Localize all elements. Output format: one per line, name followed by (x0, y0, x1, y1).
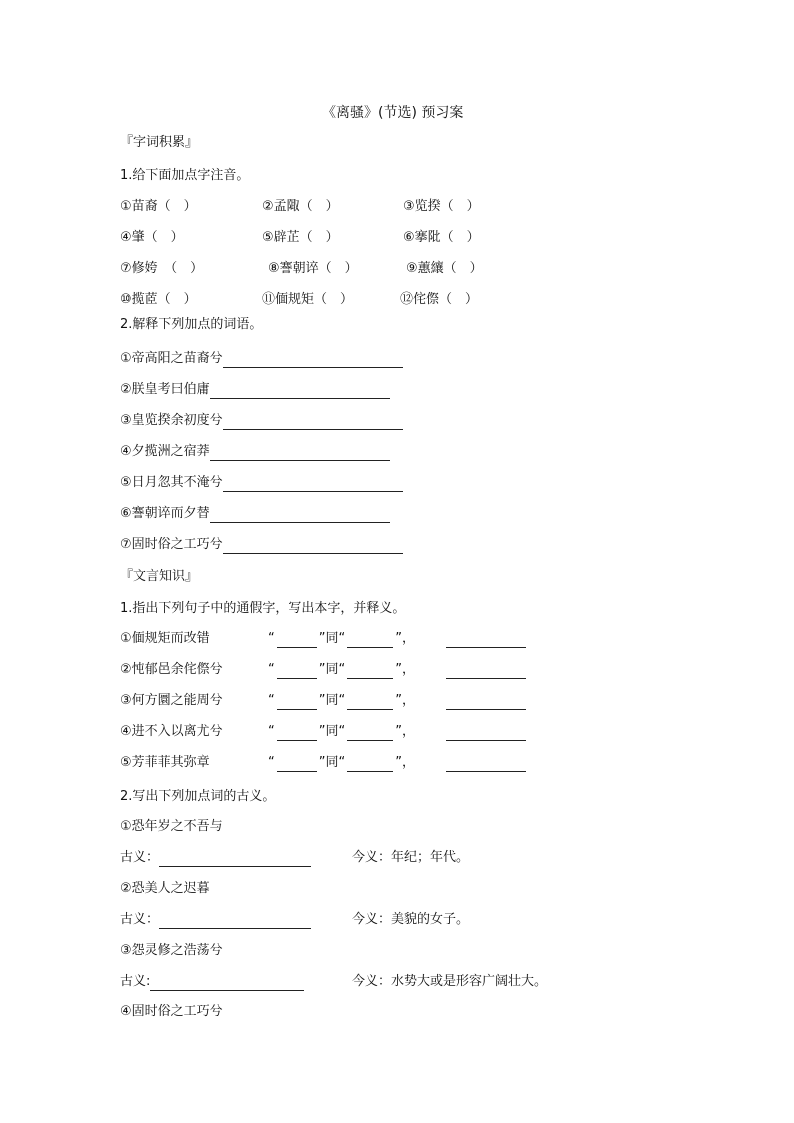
answer-blank[interactable] (347, 695, 393, 710)
answer-blank[interactable] (347, 726, 393, 741)
answer-blank[interactable] (150, 976, 304, 991)
ancient-meaning-phrase: ③怨灵修之浩荡兮 (120, 943, 223, 958)
answer-blank[interactable] (277, 664, 317, 679)
explain-phrase: ⑤日月忽其不淹兮 (120, 475, 223, 490)
tongjia-answer: “ ”同“ ”， (268, 724, 416, 739)
explain-row (120, 443, 390, 461)
pinyin-item: ⑩揽茝（ ） (120, 292, 197, 307)
answer-blank[interactable] (446, 633, 526, 648)
page-title: 《离骚》(节选) 预习案 (322, 105, 464, 121)
meaning-blank-wrap (446, 630, 526, 648)
explain-phrase: ②朕皇考曰伯庸 (120, 382, 210, 397)
modern-meaning: 今义：水势大或是形容广阔壮大。 (352, 974, 548, 989)
ancient-meaning-row (120, 911, 311, 929)
explain-row (120, 412, 403, 430)
tongjia-phrase: ④进不入以离尤兮 (120, 724, 223, 739)
answer-blank[interactable] (446, 726, 526, 741)
answer-blank[interactable] (277, 726, 317, 741)
pinyin-item: ③览揆（ ） (403, 199, 480, 214)
explain-phrase: ③皇览揆余初度兮 (120, 413, 223, 428)
answer-blank[interactable] (223, 415, 403, 430)
ancient-meaning-row (120, 973, 304, 991)
question-prompt: 1.指出下列句子中的通假字，写出本字，并释义。 (120, 601, 406, 616)
section-heading-vocabulary: 『字词积累』 (120, 135, 199, 150)
answer-blank[interactable] (223, 539, 403, 554)
ancient-meaning-row (120, 849, 311, 867)
explain-row (120, 381, 390, 399)
explain-row (120, 505, 390, 523)
answer-blank[interactable] (210, 508, 390, 523)
answer-blank[interactable] (210, 446, 390, 461)
meaning-blank-wrap (446, 754, 526, 772)
pinyin-item: ②孟陬（ ） (262, 199, 339, 214)
explain-phrase: ④夕揽洲之宿莽 (120, 444, 210, 459)
pinyin-item: ⑫侘傺（ ） (400, 292, 479, 307)
explain-phrase: ⑦固时俗之工巧兮 (120, 537, 223, 552)
explain-phrase: ①帝高阳之苗裔兮 (120, 351, 223, 366)
meaning-blank-wrap (446, 692, 526, 710)
ancient-meaning-phrase: ④固时俗之工巧兮 (120, 1004, 223, 1019)
tongjia-phrase: ①偭规矩而改错 (120, 631, 210, 646)
tongjia-phrase: ②忳郁邑余侘傺兮 (120, 662, 223, 677)
answer-blank[interactable] (347, 633, 393, 648)
pinyin-item: ①苗裔（ ） (120, 199, 197, 214)
answer-blank[interactable] (446, 664, 526, 679)
answer-blank[interactable] (159, 852, 311, 867)
answer-blank[interactable] (277, 633, 317, 648)
explain-row (120, 536, 403, 554)
pinyin-item: ⑧謇朝谇（ ） (268, 261, 358, 276)
answer-blank[interactable] (277, 757, 317, 772)
answer-blank[interactable] (277, 695, 317, 710)
tongjia-phrase: ⑤芳菲菲其弥章 (120, 755, 210, 770)
answer-blank[interactable] (223, 353, 403, 368)
answer-blank[interactable] (159, 914, 311, 929)
question-prompt: 1.给下面加点字注音。 (120, 168, 250, 183)
pinyin-item: ⑦修姱 （ ） (120, 261, 204, 276)
tongjia-answer: “ ”同“ ”， (268, 693, 416, 708)
question-prompt: 2.解释下列加点的词语。 (120, 317, 263, 332)
modern-meaning: 今义：美貌的女子。 (352, 912, 470, 927)
gu-label: 古义： (120, 850, 160, 865)
answer-blank[interactable] (223, 477, 403, 492)
answer-blank[interactable] (347, 757, 393, 772)
pinyin-item: ⑥搴阰（ ） (403, 230, 480, 245)
explain-phrase: ⑥謇朝谇而夕替 (120, 506, 210, 521)
section-heading-classical: 『文言知识』 (120, 569, 199, 584)
ancient-meaning-phrase: ②恐美人之迟暮 (120, 881, 210, 896)
ancient-meaning-phrase: ①恐年岁之不吾与 (120, 819, 223, 834)
question-prompt: 2.写出下列加点词的古义。 (120, 789, 276, 804)
tongjia-answer: “ ”同“ ”， (268, 662, 416, 677)
tongjia-phrase: ③何方圜之能周兮 (120, 693, 223, 708)
answer-blank[interactable] (446, 757, 526, 772)
meaning-blank-wrap (446, 661, 526, 679)
gu-label: 古义: (120, 974, 151, 989)
modern-meaning: 今义：年纪；年代。 (352, 850, 470, 865)
tongjia-answer: “ ”同“ ”， (268, 631, 416, 646)
meaning-blank-wrap (446, 723, 526, 741)
answer-blank[interactable] (347, 664, 393, 679)
pinyin-item: ⑨蕙纕（ ） (406, 261, 483, 276)
gu-label: 古义： (120, 912, 160, 927)
pinyin-item: ④肇（ ） (120, 230, 184, 245)
answer-blank[interactable] (446, 695, 526, 710)
explain-row (120, 350, 403, 368)
explain-row (120, 474, 403, 492)
pinyin-item: ⑤辟芷（ ） (262, 230, 339, 245)
pinyin-item: ⑪偭规矩（ ） (262, 292, 354, 307)
answer-blank[interactable] (210, 384, 390, 399)
tongjia-answer: “ ”同“ ”， (268, 755, 416, 770)
